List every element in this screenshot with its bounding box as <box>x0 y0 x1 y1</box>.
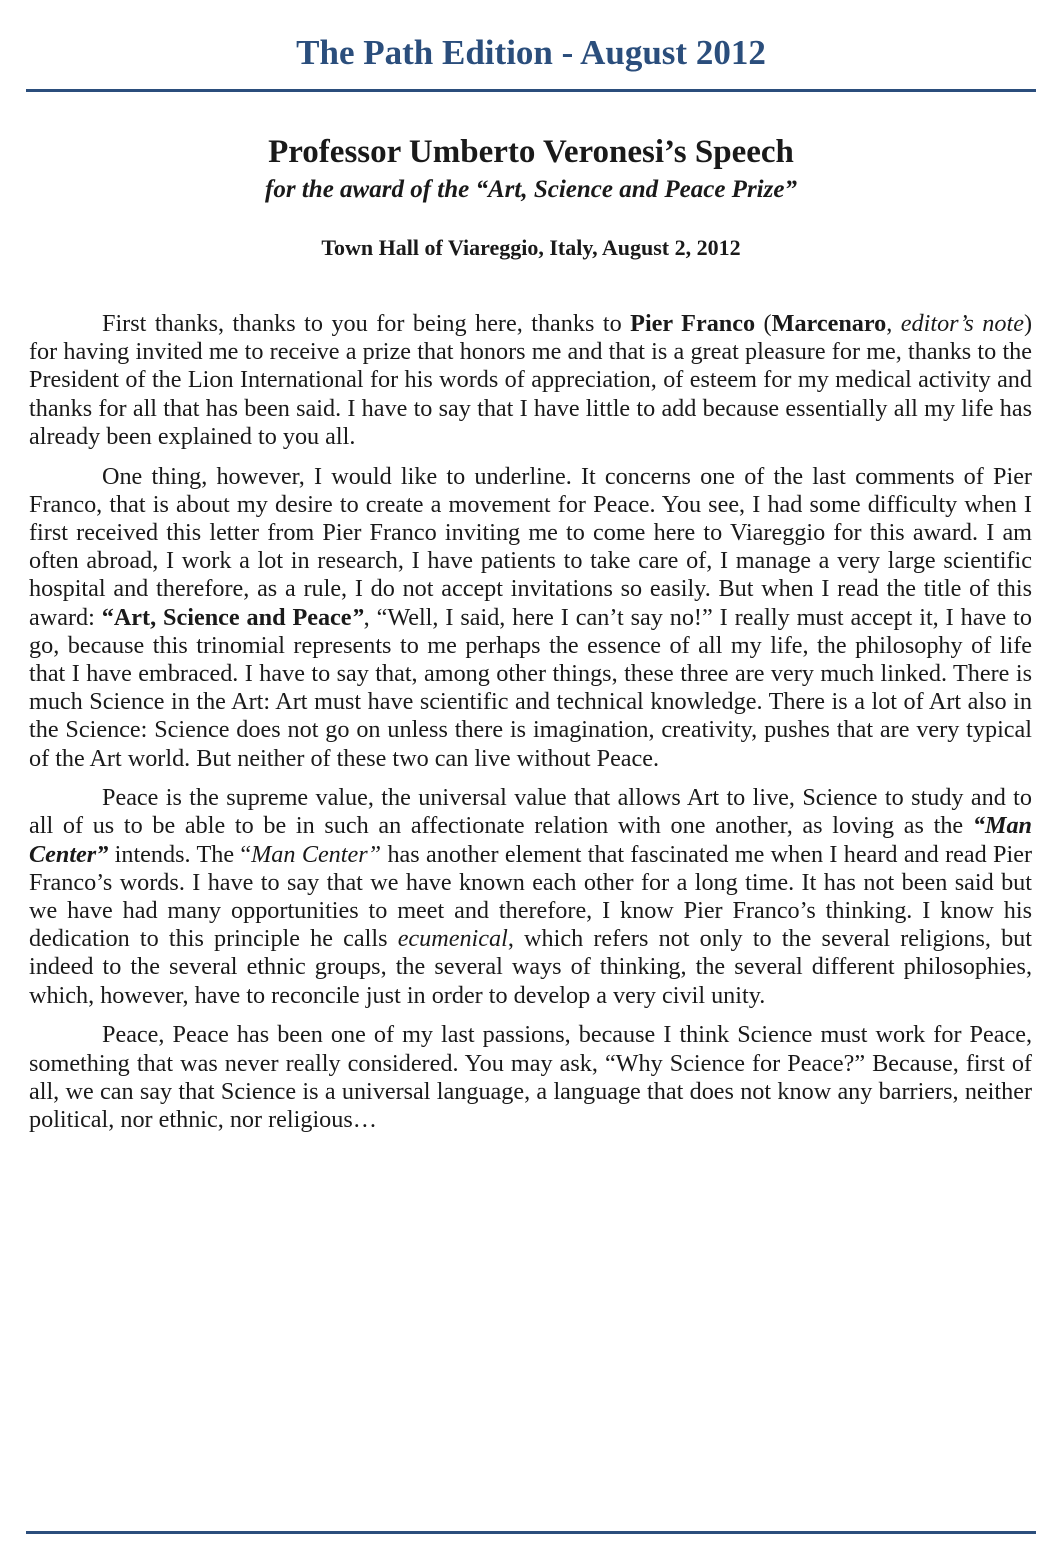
speech-title: Professor Umberto Veronesi’s Speech <box>268 134 794 170</box>
award-name: “Art, Science and Peace <box>101 603 352 631</box>
paragraph-2: One thing, however, I would like to underline. It concerns one of the last comments of Pier Franco, that is about my desire to create a movement for Peace. You see, I had some difficulty when I first received this letter from Pier Franco inviting me to come here to Viareggio for this award. I am often abroad, I work a lot in research, I have patients to take care of, I manage a very large scientific hospital and therefore, as a rule, I do not accept invitations so easily. But when I read the title of this award: “Art, Science and Peace”, “Well, I said, here I can’t say no!” I really must accept it, I have to go, because this trinomial represents to me perhaps the essence of all my life, the philosophy of life that I have embraced. I have to say that, among other things, these three are very much linked. There is much Science in the Art: Art must have scientific and technical knowledge. There is a lot of Art also in the Science: Science does not go on unless there is imagination, creativity, pushes that are very typical of the Art world. But neither of these two can live without Peace. <box>29 462 1032 772</box>
name-pier-franco: Pier Franco <box>630 310 756 337</box>
man-center-emphasis: “Man Center” <box>29 812 1032 868</box>
ecumenical-term: ecumenical <box>397 925 508 953</box>
speech-subtitle: for the award of the “Art, Science and Peace Prize” <box>265 176 797 203</box>
paragraph-3: Peace is the supreme value, the universal value that allows Art to live, Science to study and to all of us to be able to be in such an affectionate relation with one another, as loving as the “Man Center” intends. The “Man Center” has another element that fascinated me when I heard and read Pier Franco’s words. I have to say that we have known each other for a long time. It has not been said but we have had many opportunities to meet and therefore, I know Pier Franco’s thinking. I know his dedication to this principle he calls ecumenical, which refers not only to the several religions, but indeed to the several ethnic groups, the several ways of thinking, the several different philosophies, which, however, have to reconcile just in order to develop a very civil unity. <box>29 784 1033 1009</box>
editors-note: editor’s note <box>900 310 1024 337</box>
footer-divider <box>26 1531 1036 1534</box>
speech-venue: Town Hall of Viareggio, Italy, August 2, 2012 <box>321 235 741 260</box>
speech-body <box>29 310 1032 1146</box>
header-divider <box>26 89 1036 92</box>
man-center-italic: Man Center” <box>251 840 382 868</box>
edition-header: The Path Edition - August 2012 <box>296 33 766 72</box>
paragraph-1: First thanks, thanks to you for being here, thanks to Pier Franco (Marcenaro, editor’s note) for having invited me to receive a prize that honors me and that is a great pleasure for me, thanks to the President of the Lion International for his words of appreciation, of esteem for my medical activity and thanks for all that has been said. I have to say that I have little to add because essentially all my life has already been explained to you all. <box>29 310 1033 450</box>
paragraph-4: Peace, Peace has been one of my last passions, because I think Science must work for Peace, something that was never really considered. You may ask, “Why Science for Peace?” Because, first of all, we can say that Science is a universal language, a language that does not know any barriers, neither political, nor ethnic, nor religious… <box>29 1021 1032 1133</box>
name-marcenaro: Marcenaro <box>771 310 887 337</box>
